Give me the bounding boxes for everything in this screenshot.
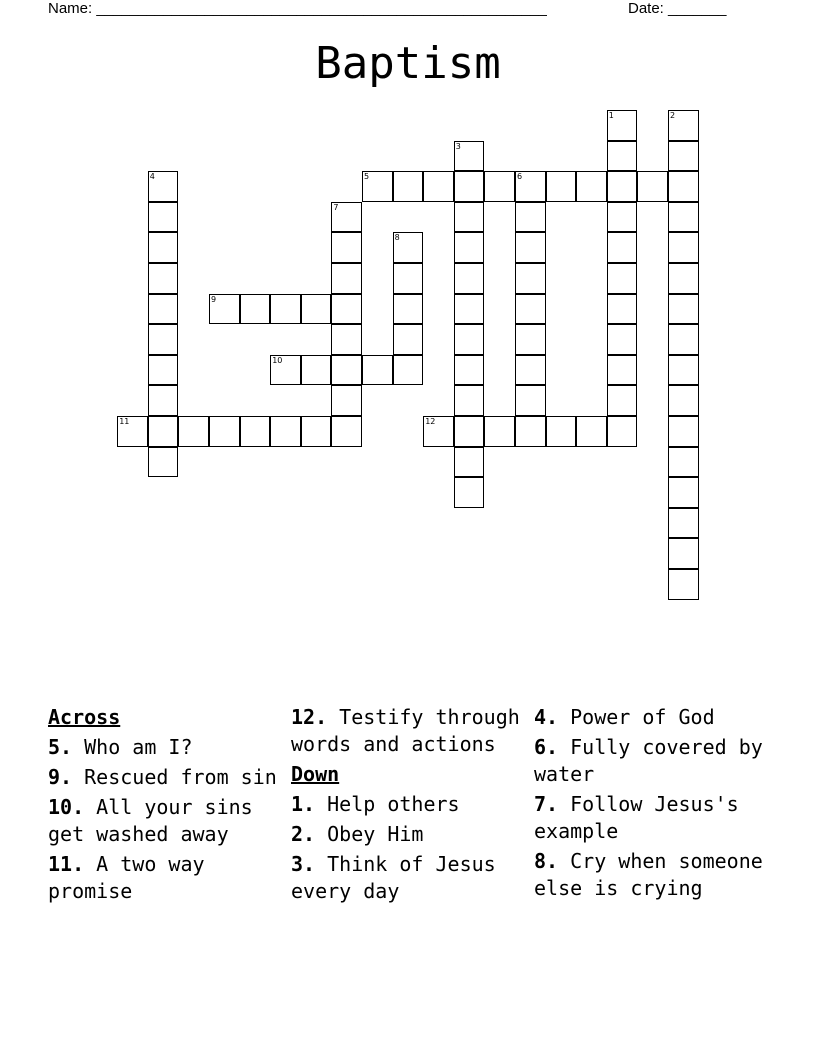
crossword-cell[interactable]: [668, 141, 699, 172]
crossword-cell[interactable]: [515, 294, 546, 325]
crossword-cell[interactable]: [270, 294, 301, 325]
crossword-cell[interactable]: [668, 263, 699, 294]
crossword-cell[interactable]: [546, 171, 577, 202]
crossword-cell[interactable]: [607, 110, 638, 141]
crossword-cell[interactable]: [668, 171, 699, 202]
crossword-cell[interactable]: [515, 324, 546, 355]
crossword-cell[interactable]: [148, 355, 179, 386]
date-line: Date: _______: [628, 0, 727, 17]
crossword-cell[interactable]: [148, 263, 179, 294]
crossword-cell[interactable]: [240, 416, 271, 447]
crossword-cell[interactable]: [607, 171, 638, 202]
clue-down-7: 7. Follow Jesus's example: [534, 792, 739, 843]
name-line: Name: ______________________________________________________: [48, 0, 547, 17]
clue-number-label: 5: [364, 172, 370, 182]
clues-column-1: [48, 704, 288, 908]
crossword-cell[interactable]: [668, 416, 699, 447]
down-heading: Down: [291, 762, 340, 786]
crossword-cell[interactable]: [515, 263, 546, 294]
crossword-cell[interactable]: [393, 171, 424, 202]
clues-column-2: [291, 704, 531, 908]
crossword-cell[interactable]: [668, 477, 699, 508]
crossword-cell[interactable]: [668, 538, 699, 569]
crossword-cell[interactable]: [607, 232, 638, 263]
clue-number-label: 12: [425, 417, 436, 426]
crossword-cell[interactable]: [148, 324, 179, 355]
crossword-cell[interactable]: [331, 385, 362, 416]
crossword-cell[interactable]: [515, 171, 546, 202]
crossword-cell[interactable]: [668, 569, 699, 600]
crossword-cell[interactable]: [148, 447, 179, 478]
crossword-cell[interactable]: [331, 416, 362, 447]
crossword-cell[interactable]: [148, 232, 179, 263]
clue-down-6: 6. Fully covered by water: [534, 735, 763, 786]
crossword-cell[interactable]: [607, 141, 638, 172]
crossword-cell[interactable]: [270, 355, 301, 386]
clue-number-label: 7: [333, 202, 339, 212]
crossword-cell[interactable]: [607, 324, 638, 355]
crossword-cell[interactable]: [607, 263, 638, 294]
clue-down-4: 4. Power of God: [534, 705, 715, 729]
crossword-cell[interactable]: [668, 508, 699, 539]
clue-down-2: 2. Obey Him: [291, 822, 424, 846]
crossword-cell[interactable]: [668, 110, 699, 141]
crossword-cell[interactable]: [148, 202, 179, 233]
crossword-cell[interactable]: [331, 263, 362, 294]
crossword-cell[interactable]: [301, 294, 332, 325]
crossword-cell[interactable]: [515, 202, 546, 233]
clue-number-label: 6: [517, 172, 523, 182]
crossword-cell[interactable]: [362, 171, 393, 202]
clue-across-5: 5. Who am I?: [48, 735, 193, 759]
crossword-cell[interactable]: [148, 385, 179, 416]
crossword-cell[interactable]: [484, 171, 515, 202]
crossword-cell[interactable]: [148, 171, 179, 202]
crossword-cell[interactable]: [668, 385, 699, 416]
crossword-cell[interactable]: [209, 416, 240, 447]
crossword-cell[interactable]: [454, 141, 485, 172]
crossword-cell[interactable]: [515, 416, 546, 447]
crossword-cell[interactable]: [393, 324, 424, 355]
crossword-cell[interactable]: [423, 171, 454, 202]
crossword-cell[interactable]: [362, 355, 393, 386]
clue-number-label: 11: [119, 417, 130, 426]
clue-number-label: 2: [670, 111, 676, 120]
crossword-cell[interactable]: [331, 232, 362, 263]
across-heading: Across: [48, 705, 121, 729]
crossword-cell[interactable]: [454, 416, 485, 447]
crossword-cell[interactable]: [331, 324, 362, 355]
clue-down-1: 1. Help others: [291, 792, 460, 816]
crossword-cell[interactable]: [454, 263, 485, 294]
crossword-cell[interactable]: [454, 232, 485, 263]
crossword-cell[interactable]: [393, 232, 424, 263]
crossword-cell[interactable]: [576, 171, 607, 202]
crossword-cell[interactable]: [454, 324, 485, 355]
crossword-cell[interactable]: [393, 355, 424, 386]
crossword-cell[interactable]: [178, 416, 209, 447]
crossword-cell[interactable]: [117, 416, 148, 447]
crossword-cell[interactable]: [576, 416, 607, 447]
clue-number-label: 1: [608, 111, 614, 120]
crossword-cell[interactable]: [393, 263, 424, 294]
crossword-cell[interactable]: [484, 416, 515, 447]
crossword-cell[interactable]: [607, 294, 638, 325]
crossword-cell[interactable]: [515, 355, 546, 386]
crossword-cell[interactable]: [607, 416, 638, 447]
crossword-cell[interactable]: [454, 171, 485, 202]
clue-across-9: 9. Rescued from sin: [48, 765, 277, 789]
crossword-cell[interactable]: [454, 202, 485, 233]
crossword-cell[interactable]: [668, 202, 699, 233]
crossword-cell[interactable]: [454, 477, 485, 508]
clue-across-10: 10. All your sins get washed away: [48, 795, 253, 846]
crossword-cell[interactable]: [668, 324, 699, 355]
crossword-cell[interactable]: [270, 416, 301, 447]
clue-number-label: 10: [272, 355, 283, 365]
crossword-cell[interactable]: [454, 355, 485, 386]
clue-number-label: 8: [394, 233, 400, 243]
crossword-cell[interactable]: [515, 232, 546, 263]
crossword-cell[interactable]: [607, 202, 638, 233]
crossword-cell[interactable]: [454, 385, 485, 416]
clue-across-12: 12. Testify through words and actions: [291, 705, 520, 756]
crossword-cell[interactable]: [423, 416, 454, 447]
crossword-cell[interactable]: [546, 416, 577, 447]
crossword-cell[interactable]: [148, 416, 179, 447]
clue-down-3: 3. Think of Jesus every day: [291, 852, 496, 903]
crossword-cell[interactable]: [668, 355, 699, 386]
crossword-cell[interactable]: [668, 294, 699, 325]
clue-number-label: 4: [149, 172, 155, 182]
crossword-cell[interactable]: [454, 294, 485, 325]
crossword-cell[interactable]: [331, 355, 362, 386]
clues-column-3: [534, 704, 774, 905]
crossword-cell[interactable]: [331, 294, 362, 325]
crossword-cell[interactable]: [515, 385, 546, 416]
crossword-cell[interactable]: [607, 385, 638, 416]
crossword-cell[interactable]: [668, 232, 699, 263]
crossword-cell[interactable]: [607, 355, 638, 386]
page-title: Baptism: [315, 38, 501, 89]
crossword-cell[interactable]: [240, 294, 271, 325]
crossword-cell[interactable]: [209, 294, 240, 325]
crossword-cell[interactable]: [668, 447, 699, 478]
crossword-cell[interactable]: [393, 294, 424, 325]
clue-number-label: 9: [211, 294, 217, 304]
crossword-cell[interactable]: [331, 202, 362, 233]
clue-across-11: 11. A two way promise: [48, 852, 205, 903]
clue-number-label: 3: [455, 141, 461, 151]
crossword-cell[interactable]: [454, 447, 485, 478]
crossword-cell[interactable]: [301, 355, 332, 386]
clue-down-8: 8. Cry when someone else is crying: [534, 849, 763, 900]
crossword-cell[interactable]: [637, 171, 668, 202]
crossword-cell[interactable]: [301, 416, 332, 447]
crossword-cell[interactable]: [148, 294, 179, 325]
